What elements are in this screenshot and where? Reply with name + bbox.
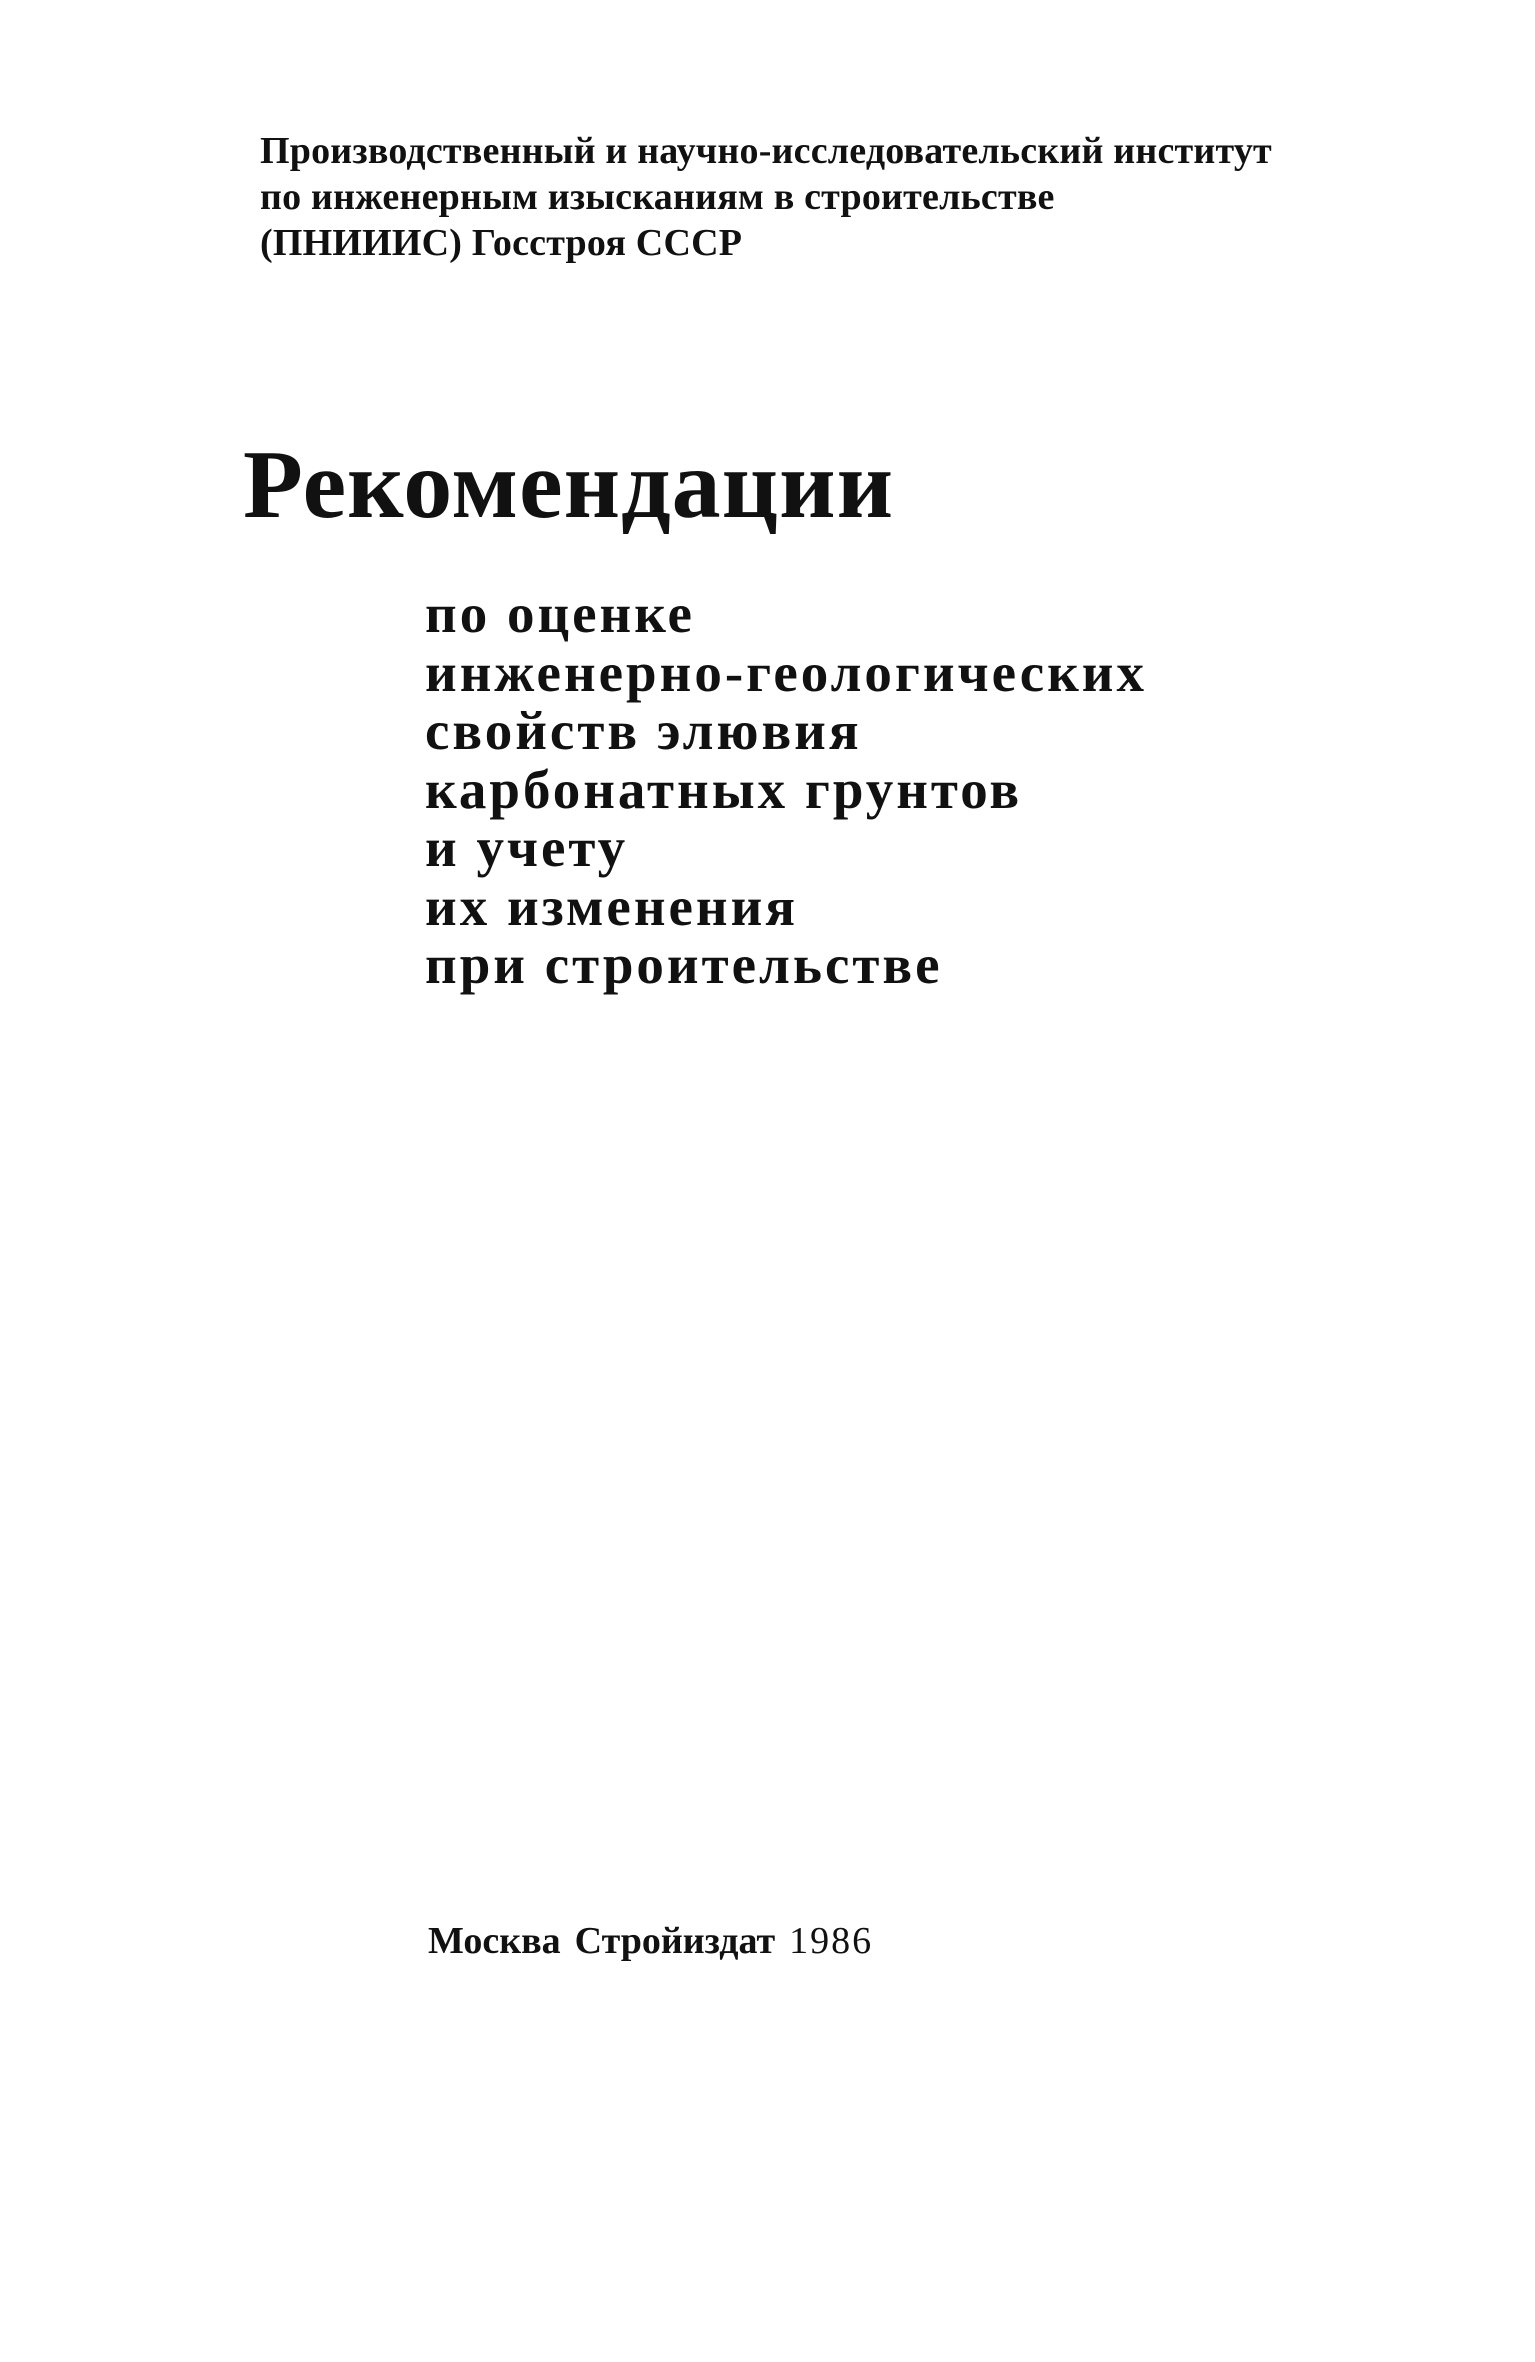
institute-name <box>260 128 1360 266</box>
subtitle-line: их изменения <box>425 875 799 937</box>
subtitle-line: карбонатных грунтов <box>425 758 1023 820</box>
subtitle-line: по оценке <box>425 583 695 644</box>
subtitle-line: свойств элювия <box>425 700 862 761</box>
document-title: Рекомендации <box>243 431 895 539</box>
subtitle-line: и учету <box>425 817 629 878</box>
institute-line: Производственный и научно-исследовательский институт <box>260 130 1272 172</box>
imprint-year: 1986 <box>789 1920 874 1962</box>
subtitle-line: инженерно-геологических <box>425 641 1147 703</box>
imprint-city: Москва <box>428 1920 561 1962</box>
publication-imprint <box>428 1918 873 1964</box>
document-subtitle <box>425 585 1425 995</box>
imprint-publisher: Стройиздат <box>574 1920 776 1962</box>
institute-line: по инженерным изысканиям в строительстве <box>260 176 1055 218</box>
institute-line: (ПНИИИС) Госстроя СССР <box>260 222 743 264</box>
subtitle-line: при строительстве <box>425 934 943 995</box>
